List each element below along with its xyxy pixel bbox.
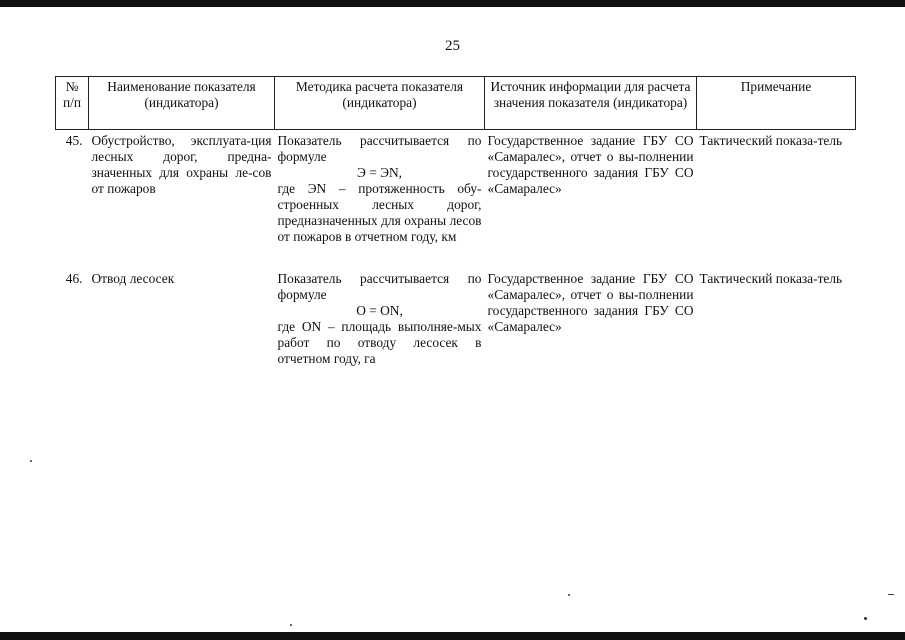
scan-speck [290, 624, 292, 626]
scan-bottom-border [0, 632, 905, 640]
header-name: Наименование показателя (индикатора) [89, 77, 275, 130]
method-intro: Показатель рассчитывается по формуле [277, 133, 482, 164]
row-note: Тактический показа-тель [699, 271, 843, 286]
method-formula: Э = ЭN, [357, 165, 402, 180]
scan-top-border [0, 0, 905, 7]
row-name: Обустройство, эксплуата-ция лесных дорог, предна-значенных для охраны ле-сов от пожаров [91, 133, 272, 196]
row-gap [56, 245, 856, 268]
scan-speck [568, 594, 570, 596]
row-name: Отвод лесосек [91, 271, 175, 286]
table-header-row [56, 77, 856, 130]
indicator-table [55, 76, 856, 367]
row-num: 46. [65, 271, 83, 286]
header-source: Источник информации для расчета значения показателя (индикатора) [485, 77, 697, 130]
scan-speck [864, 617, 867, 620]
table-row [56, 130, 856, 246]
method-where: где ЭN – протяженность обу-строенных лесных дорог, предназначенных для охраны лесов от пожаров в отчетном году, км [277, 181, 482, 244]
row-num: 45. [65, 133, 83, 148]
row-method [275, 268, 485, 367]
row-method [275, 130, 485, 246]
header-method: Методика расчета показателя (индикатора) [275, 77, 485, 130]
scan-mark [888, 594, 894, 595]
header-note: Примечание [697, 77, 856, 130]
page-number: 25 [445, 38, 460, 54]
method-intro: Показатель рассчитывается по формуле [277, 271, 482, 302]
row-source: Государственное задание ГБУ СО «Самаралес», отчет о вы-полнении государственного задания ГБУ СО «Самаралес» [487, 133, 694, 196]
row-note: Тактический показа-тель [699, 133, 843, 148]
method-formula: О = ОN, [356, 303, 403, 318]
method-where: где ОN – площадь выполняе-мых работ по отводу лесосек в отчетном году, га [277, 319, 482, 366]
scan-speck [30, 460, 32, 462]
table-row [56, 268, 856, 367]
header-num: № п/п [56, 77, 89, 130]
row-source: Государственное задание ГБУ СО «Самаралес», отчет о вы-полнении государственного задания ГБУ СО «Самаралес» [487, 271, 694, 334]
